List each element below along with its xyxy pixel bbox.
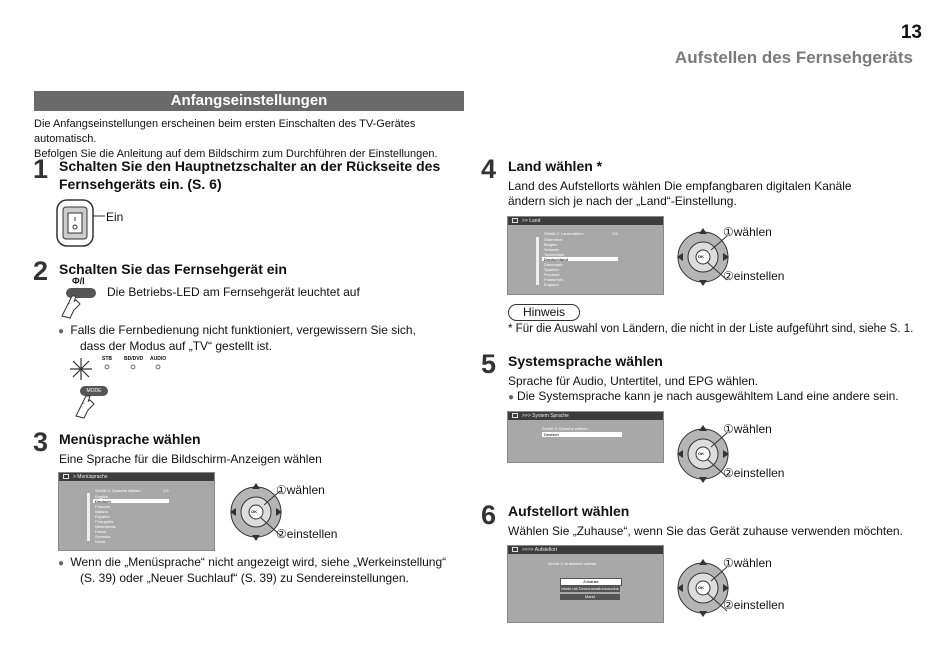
power-button-label: Ф/I (72, 276, 85, 286)
step-5-bullet: ● Die Systemsprache kann je nach ausgewähltem Land eine andere sein. (508, 389, 899, 405)
step-5-body: Sprache für Audio, Untertitel, und EPG wählen. (508, 374, 759, 388)
location-screen: >>>> Aufstellort Schritt 4: Aufstellort wählen Zuhause Markt mit Demonstrationsmodus Markt (507, 545, 664, 623)
screen-title-bar: > Menüsprache (59, 473, 214, 481)
step-2-title: Schalten Sie das Fernsehgerät ein (59, 261, 287, 277)
led-text: Die Betriebs-LED am Fernsehgerät leuchtet auf (107, 285, 360, 299)
system-language-screen: >>> System Sprache Schritt 3: Sprache wählen Deutsch (507, 411, 664, 463)
remote-step-3: OK ①wählen ②einstellen (228, 477, 348, 549)
hand-press-icon (72, 392, 102, 420)
country-screen: >> Land Schritt 2: Land wählen 1/3 Österreich Belgien Schweiz Tschechien Deutschland Dänemark Spanien Finnland Frankreich England (507, 216, 664, 295)
screen-title-bar: >>>> Aufstellort (508, 546, 663, 554)
step-6-body: Wählen Sie „Zuhause“, wenn Sie das Gerät zuhause verwenden möchten. (508, 524, 903, 538)
hint-text: * Für die Auswahl von Ländern, die nicht in der Liste aufgeführt sind, siehe S. 1. (508, 323, 914, 335)
screen-scrollbar (536, 237, 539, 285)
step-4-body: Land des Aufstellorts wählen Die empfangbaren digitalen Kanäle ändern sich je nach der „Land“-Einstellung. (508, 179, 852, 208)
selected-language: Deutsch (542, 432, 622, 437)
switch-on-callout: Ein (106, 210, 124, 224)
screen-scrollbar (87, 493, 90, 541)
menu-language-screen: > Menüsprache Schritt 1: Sprache wählen 1/3 English Deutsch Français Italiano Español Português Nederlands Dansk Svenska Norsk (58, 472, 215, 551)
section-title: Anfangseinstellungen (34, 91, 464, 111)
step-3-bullet: ● Wenn die „Menüsprache“ nicht angezeigt wird, siehe „Werkeinstellung“ (S. 39) oder „Neuer Suchlauf“ (S. 39) zu Sendereinstellungen. (58, 555, 484, 586)
remote-step-5: OK ①wählen ②einstellen (675, 419, 805, 491)
location-option-shop: Markt (560, 594, 620, 600)
tv-icon (512, 218, 518, 223)
page-title: Aufstellen des Fernsehgeräts (674, 48, 913, 67)
page-number: 13 (900, 22, 922, 43)
step-3-number: 3 (33, 427, 49, 457)
step-1-title: Schalten Sie den Hauptnetzschalter an der Rückseite des Fernsehgeräts ein. (S. 6) (59, 158, 441, 192)
location-option-demo: Markt mit Demonstrationsmodus (561, 586, 619, 591)
power-button-press-icon (58, 286, 102, 322)
step-6-title: Aufstellort wählen (508, 503, 630, 519)
step-4-title: Land wählen * (508, 158, 603, 174)
step-3-title: Menüsprache wählen (59, 431, 201, 447)
tv-icon (512, 413, 518, 418)
location-option-home: Zuhause (560, 578, 622, 586)
section-intro: Die Anfangseinstellungen erscheinen beim ersten Einschalten des TV-Gerätes automatisch. Befolgen Sie die Anleitung auf dem Bildschirm zum Durchführen der Einstellungen. (34, 118, 438, 160)
step-6-number: 6 (481, 500, 497, 530)
mode-indicator-flash-icon (68, 356, 98, 382)
mode-button: MODE (80, 386, 108, 396)
hint-label: Hinweis (508, 304, 580, 321)
remote-step-4: OK ①wählen ②einstellen (675, 222, 805, 294)
step-3-subtitle: Eine Sprache für die Bildschirm-Anzeigen wählen (59, 452, 322, 466)
step-2-bullet: ● Falls die Fernbedienung nicht funktioniert, vergewissern Sie sich, dass der Modus auf „TV“ gestellt ist. (58, 323, 479, 354)
tv-icon (512, 547, 518, 552)
step-1-number: 1 (33, 154, 49, 184)
screen-title-bar: >>> System Sprache (508, 412, 663, 420)
remote-step-6: OK ①wählen ②einstellen (675, 553, 805, 625)
tv-icon (63, 474, 69, 479)
step-4-number: 4 (481, 154, 497, 184)
mode-led-icons (102, 363, 172, 371)
step-2-number: 2 (33, 256, 49, 286)
step-5-number: 5 (481, 349, 497, 379)
step-5-title: Systemsprache wählen (508, 353, 663, 369)
screen-title-bar: >> Land (508, 217, 663, 225)
